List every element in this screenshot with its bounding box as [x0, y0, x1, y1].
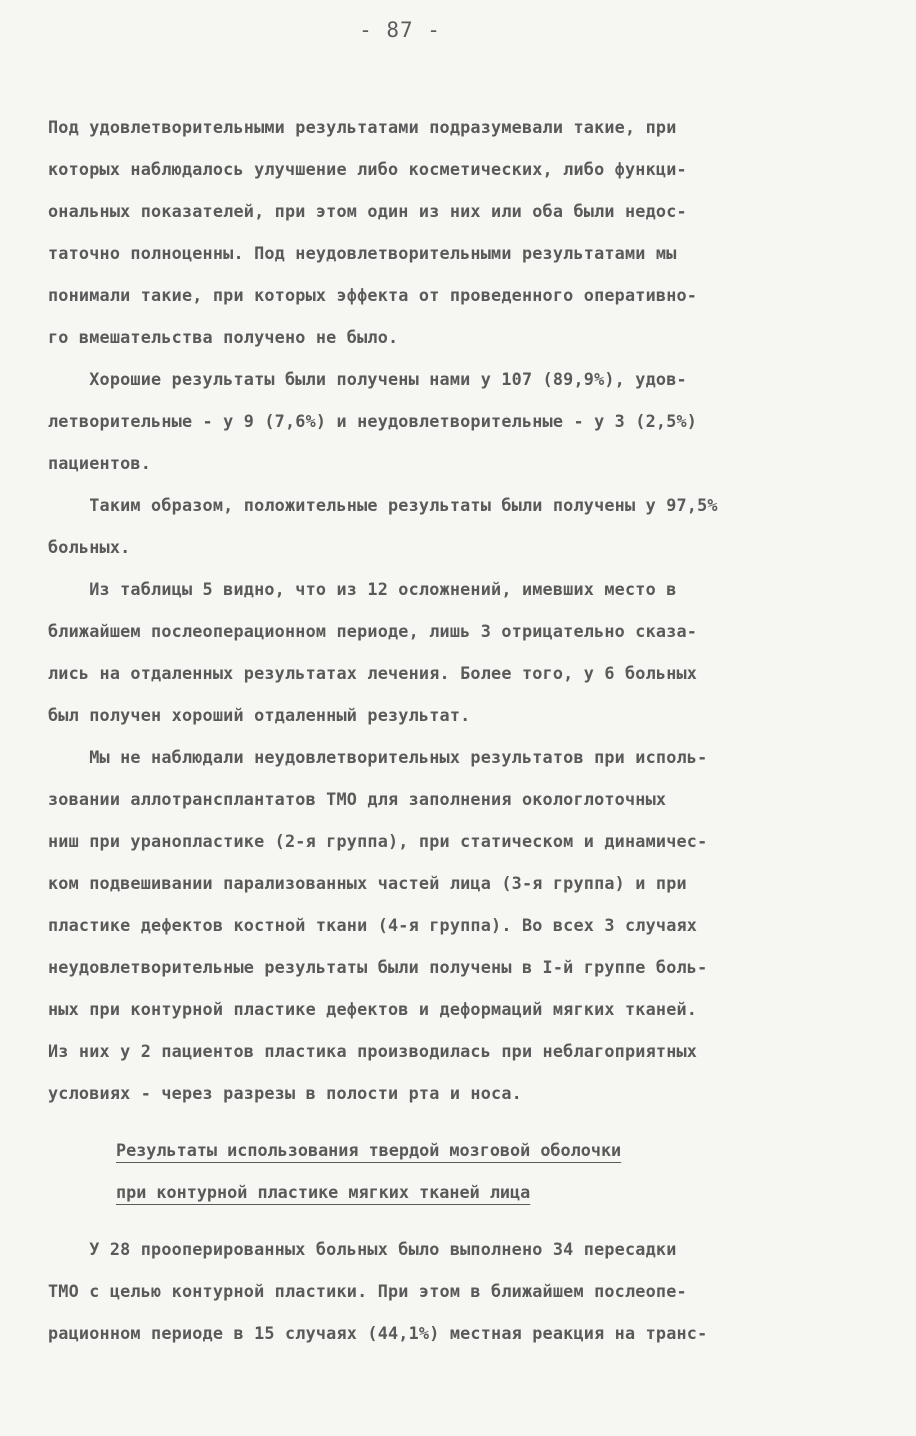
text-line: понимали такие, при которых эффекта от проведенного оперативно- [48, 285, 698, 305]
page-number: - 87 - [359, 18, 441, 42]
text-line: ближайшем послеоперационном периоде, лишь 3 отрицательно сказа- [48, 621, 698, 641]
text-line: ных при контурной пластике дефектов и деформаций мягких тканей. [48, 999, 698, 1019]
text-line: Таким образом, положительные результаты были получены у 97,5% [48, 495, 718, 515]
text-line: ТМО с целью контурной пластики. При этом в ближайшем послеопе- [48, 1281, 687, 1301]
section-heading: Результаты использования твердой мозговой оболочки [116, 1140, 622, 1160]
text-line: Под удовлетворительными результатами подразумевали такие, при [48, 117, 677, 137]
text-line: пациентов. [48, 453, 152, 473]
text-line: го вмешательства получено не было. [48, 327, 399, 347]
text-line: Хорошие результаты были получены нами у 107 (89,9%), удов- [48, 369, 687, 389]
text-line: которых наблюдалось улучшение либо косметических, либо функци- [48, 159, 687, 179]
text-line: условиях - через разрезы в полости рта и носа. [48, 1083, 522, 1103]
text-line: Мы не наблюдали неудовлетворительных результатов при исполь- [48, 747, 708, 767]
text-line: рационном периоде в 15 случаях (44,1%) местная реакция на транс- [48, 1323, 708, 1343]
text-line: неудовлетворительные результаты были получены в I-й группе боль- [48, 957, 708, 977]
text-line: больных. [48, 537, 131, 557]
text-line: был получен хороший отдаленный результат. [48, 705, 471, 725]
text-line: Из них у 2 пациентов пластика производилась при неблагоприятных [48, 1041, 698, 1061]
text-line: летворительные - у 9 (7,6%) и неудовлетворительные - у 3 (2,5%) [48, 411, 698, 431]
text-line: пластике дефектов костной ткани (4-я группа). Во всех 3 случаях [48, 915, 698, 935]
section-heading: при контурной пластике мягких тканей лица [116, 1182, 531, 1202]
text-line: таточно полноценны. Под неудовлетворительными результатами мы [48, 243, 677, 263]
text-line: У 28 прооперированных больных было выполнено 34 пересадки [48, 1239, 677, 1259]
text-line: ком подвешивании парализованных частей лица (3-я группа) и при [48, 873, 687, 893]
text-line: ниш при уранопластике (2-я группа), при статическом и динамичес- [48, 831, 708, 851]
text-line: Из таблицы 5 видно, что из 12 осложнений, имевших место в [48, 579, 677, 599]
text-line: ональных показателей, при этом один из них или оба были недос- [48, 201, 687, 221]
text-line: зовании аллотрансплантатов ТМО для заполнения окологлоточных [48, 789, 667, 809]
text-line: лись на отдаленных результатах лечения. Более того, у 6 больных [48, 663, 698, 683]
